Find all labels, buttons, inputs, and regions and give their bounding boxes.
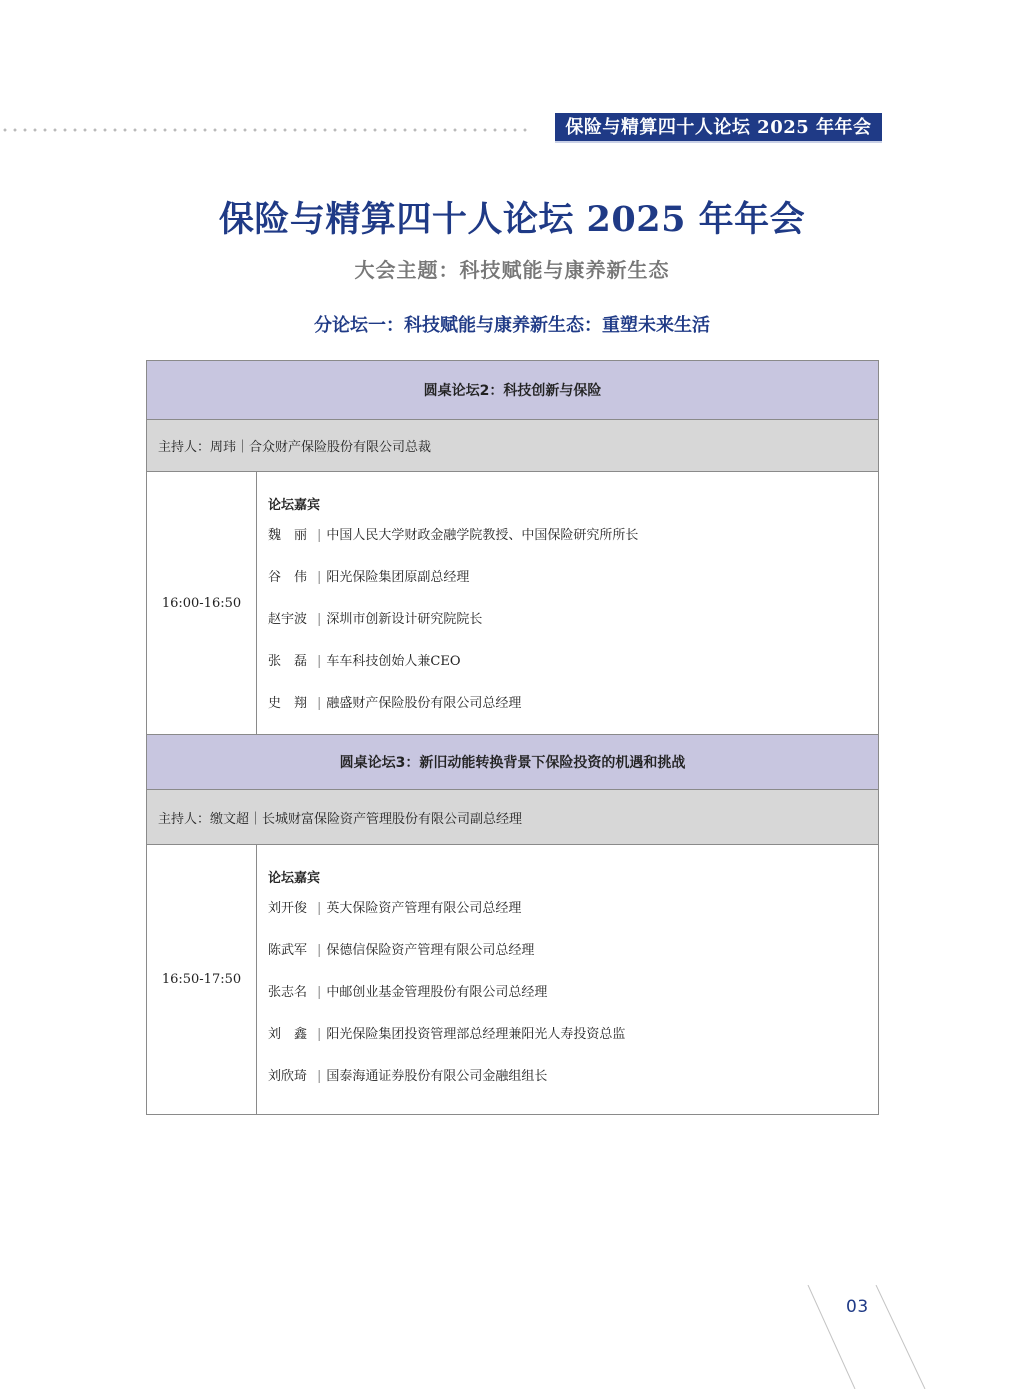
guest-separator: | — [317, 528, 322, 543]
header-dot-rule — [0, 128, 530, 132]
guest-item — [268, 570, 878, 586]
host-row — [147, 420, 879, 472]
guest-name: 刘欣琦 — [268, 1069, 308, 1084]
guest-separator: | — [317, 901, 322, 916]
guest-heading: 论坛嘉宾 — [268, 498, 321, 513]
session-time: 16:50-17:50 — [147, 845, 257, 1115]
page-corner-lines — [800, 1285, 940, 1389]
guest-separator: | — [317, 943, 322, 958]
guest-name: 刘开俊 — [268, 901, 308, 916]
guest-title: 国泰海通证券股份有限公司金融组组长 — [326, 1069, 548, 1084]
round-table-header — [147, 361, 879, 420]
session-time: 16:00-16:50 — [147, 472, 257, 735]
guest-name: 张 磊 — [268, 654, 308, 669]
guest-separator: | — [317, 1069, 322, 1084]
guest-item — [268, 654, 878, 670]
guest-title: 阳光保险集团投资管理部总经理兼阳光人寿投资总监 — [326, 1027, 626, 1042]
guest-title: 中国人民大学财政金融学院教授、中国保险研究所所长 — [326, 528, 639, 543]
guest-name: 刘 鑫 — [268, 1027, 308, 1042]
session-row — [147, 472, 879, 735]
agenda-table — [146, 360, 879, 1115]
guest-name: 魏 丽 — [268, 528, 308, 543]
guest-separator: | — [317, 696, 322, 711]
header-banner: 保险与精算四十人论坛 2025 年年会 — [555, 113, 882, 143]
guest-item — [268, 1027, 878, 1043]
conference-theme: 大会主题：科技赋能与康养新生态 — [354, 258, 670, 282]
round-table-title: 圆桌论坛2：科技创新与保险 — [147, 361, 879, 420]
guest-name: 陈武军 — [268, 943, 308, 958]
session-row — [147, 845, 879, 1115]
guest-cell — [257, 472, 879, 735]
guest-name: 史 翔 — [268, 696, 308, 711]
host-text: 主持人：周玮｜合众财产保险股份有限公司总裁 — [147, 420, 879, 472]
round-table-header — [147, 735, 879, 790]
guest-title: 融盛财产保险股份有限公司总经理 — [326, 696, 522, 711]
page-title: 保险与精算四十人论坛 2025 年年会 — [218, 199, 806, 240]
guest-list — [268, 528, 878, 712]
guest-name: 赵宇波 — [268, 612, 308, 627]
guest-item — [268, 985, 878, 1001]
round-table-title: 圆桌论坛3：新旧动能转换背景下保险投资的机遇和挑战 — [147, 735, 879, 790]
host-row — [147, 790, 879, 845]
guest-item — [268, 1069, 878, 1085]
guest-item — [268, 696, 878, 712]
guest-cell — [257, 845, 879, 1115]
guest-separator: | — [317, 985, 322, 1000]
guest-title: 保德信保险资产管理有限公司总经理 — [326, 943, 535, 958]
guest-title: 阳光保险集团原副总经理 — [326, 570, 470, 585]
guest-title: 英大保险资产管理有限公司总经理 — [326, 901, 522, 916]
guest-title: 深圳市创新设计研究院院长 — [326, 612, 483, 627]
guest-name: 谷 伟 — [268, 570, 308, 585]
guest-title: 中邮创业基金管理股份有限公司总经理 — [326, 985, 548, 1000]
guest-heading: 论坛嘉宾 — [268, 871, 321, 886]
guest-item — [268, 612, 878, 628]
guest-separator: | — [317, 1027, 322, 1042]
guest-item — [268, 901, 878, 917]
page-number: 03 — [846, 1297, 869, 1317]
host-text: 主持人：缴文超｜长城财富保险资产管理股份有限公司副总经理 — [147, 790, 879, 845]
sub-forum-title: 分论坛一：科技赋能与康养新生态：重塑未来生活 — [314, 315, 710, 336]
guest-separator: | — [317, 570, 322, 585]
guest-name: 张志名 — [268, 985, 308, 1000]
guest-list — [268, 901, 878, 1085]
guest-item — [268, 943, 878, 959]
guest-item — [268, 528, 878, 544]
guest-separator: | — [317, 612, 322, 627]
guest-separator: | — [317, 654, 322, 669]
guest-title: 车车科技创始人兼CEO — [326, 654, 461, 669]
